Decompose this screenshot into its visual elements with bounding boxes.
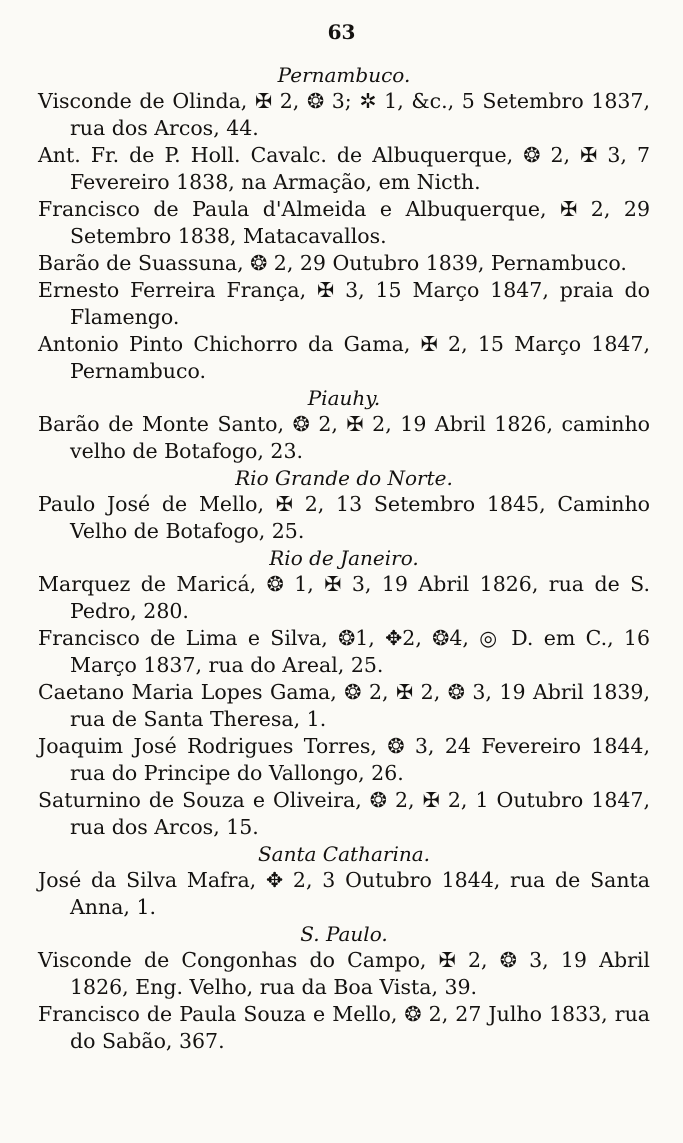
section-heading-piauhy: Piauhy. [307,386,381,410]
list-entry: José da Silva Mafra, ✥ 2, 3 Outubro 1844, rua de Santa Anna, 1. [38,868,650,919]
section-heading-rio-grande-do-norte: Rio Grande do Norte. [235,466,453,490]
section-heading-santa-catharina: Santa Catharina. [257,842,430,866]
list-entry: Saturnino de Souza e Oliveira, ❂ 2, ✠ 2, 1 Outubro 1847, rua dos Arcos, 15. [38,788,650,839]
page-content [38,62,650,1055]
list-entry: Visconde de Congonhas do Campo, ✠ 2, ❂ 3, 19 Abril 1826, Eng. Velho, rua da Boa Vista, 39. [38,948,650,999]
list-entry: Barão de Monte Santo, ❂ 2, ✠ 2, 19 Abril 1826, caminho velho de Botafogo, 23. [38,412,650,463]
list-entry: Barão de Suassuna, ❂ 2, 29 Outubro 1839, Pernambuco. [38,251,627,275]
section-heading-pernambuco: Pernambuco. [277,63,411,87]
list-entry: Visconde de Olinda, ✠ 2, ❂ 3; ✲ 1, &c., 5 Setembro 1837, rua dos Arcos, 44. [38,89,650,140]
list-entry: Joaquim José Rodrigues Torres, ❂ 3, 24 Fevereiro 1844, rua do Principe do Vallongo, 26. [38,734,650,785]
section-heading-rio-de-janeiro: Rio de Janeiro. [269,546,419,570]
list-entry: Francisco de Lima e Silva, ❂1, ✥2, ❂4, ◎ D. em C., 16 Março 1837, rua do Areal, 25. [38,626,650,677]
list-entry: Antonio Pinto Chichorro da Gama, ✠ 2, 15 Março 1847, Pernambuco. [38,332,650,383]
list-entry: Paulo José de Mello, ✠ 2, 13 Setembro 1845, Caminho Velho de Botafogo, 25. [38,492,650,543]
list-entry: Ant. Fr. de P. Holl. Cavalc. de Albuquerque, ❂ 2, ✠ 3, 7 Fevereiro 1838, na Armação, em Nicth. [38,143,650,194]
list-entry: Marquez de Maricá, ❂ 1, ✠ 3, 19 Abril 1826, rua de S. Pedro, 280. [38,572,650,623]
page-number: 63 [327,20,356,44]
list-entry: Francisco de Paula d'Almeida e Albuquerque, ✠ 2, 29 Setembro 1838, Matacavallos. [38,197,650,248]
list-entry: Caetano Maria Lopes Gama, ❂ 2, ✠ 2, ❂ 3, 19 Abril 1839, rua de Santa Theresa, 1. [38,680,650,731]
section-heading-s-paulo: S. Paulo. [300,922,388,946]
list-entry: Francisco de Paula Souza e Mello, ❂ 2, 27 Julho 1833, rua do Sabão, 367. [38,1002,650,1053]
list-entry: Ernesto Ferreira França, ✠ 3, 15 Março 1847, praia do Flamengo. [38,278,650,329]
